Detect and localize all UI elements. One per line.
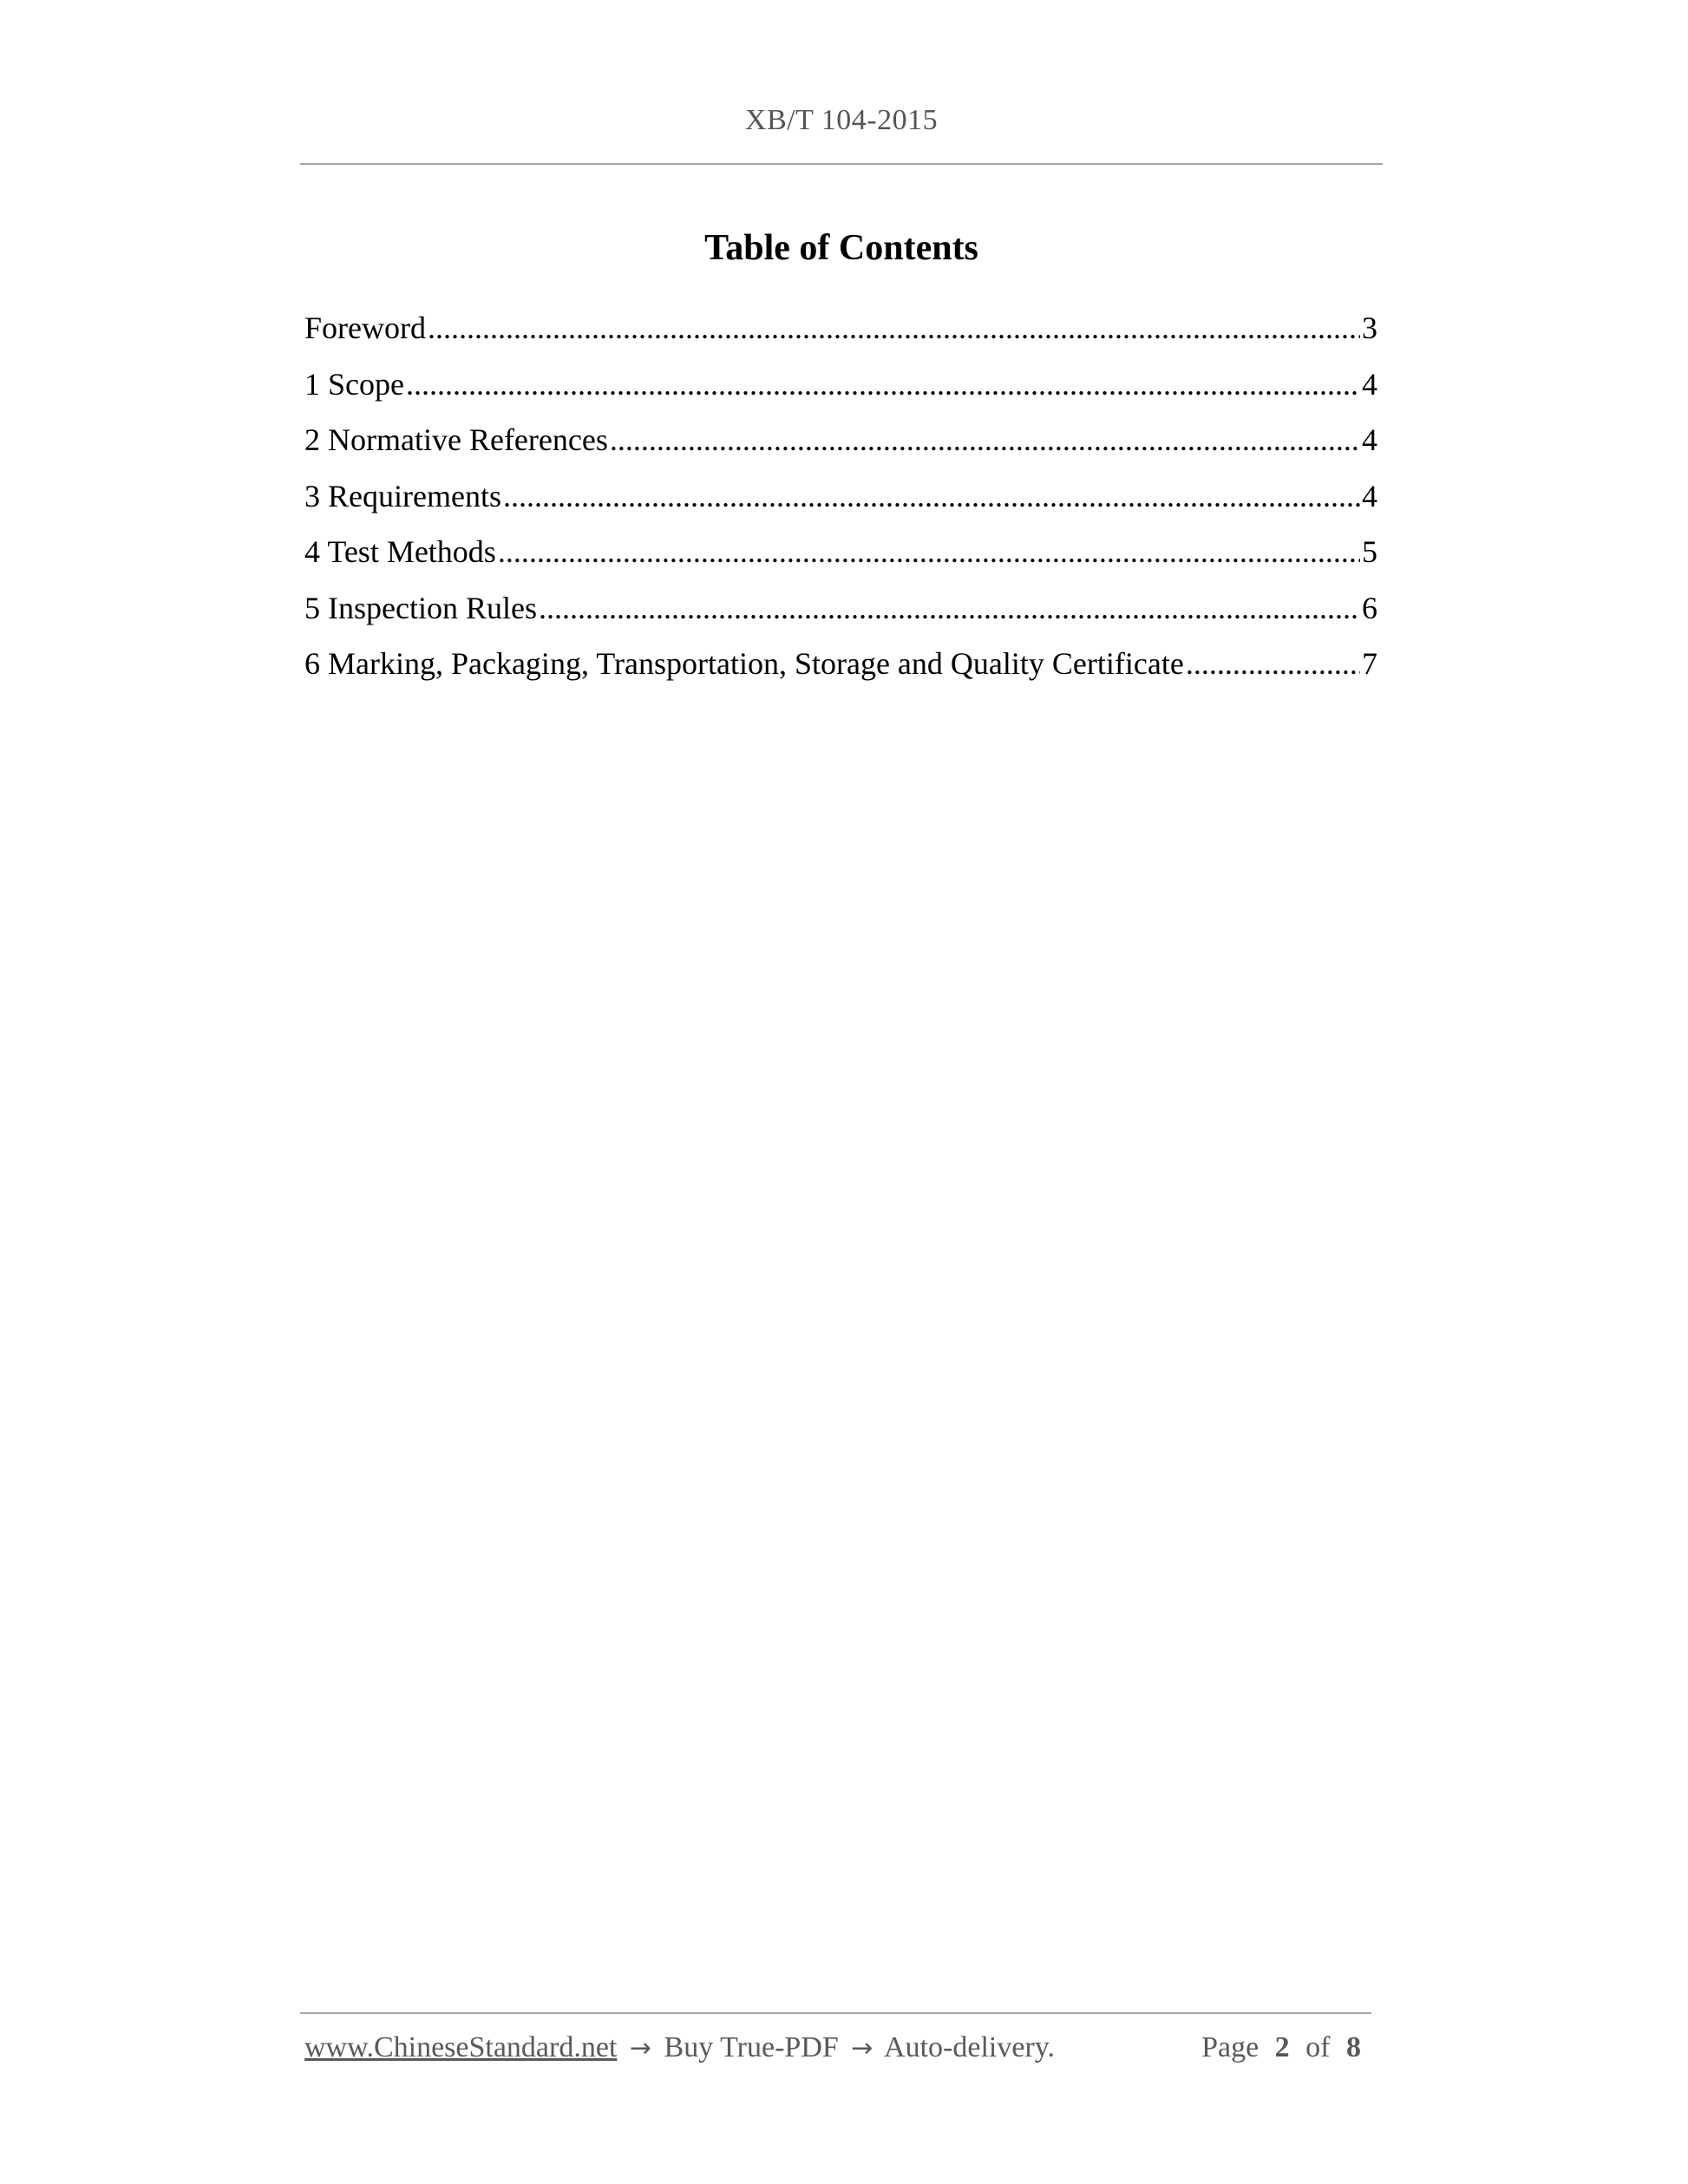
toc-entry-label: 4 Test Methods (304, 534, 496, 569)
toc-entry-page: 4 (1362, 478, 1377, 513)
toc-entry-label: Foreword (304, 311, 426, 345)
toc-entry-page: 7 (1362, 646, 1377, 681)
right-arrow-icon: → (629, 2033, 652, 2063)
page-footer (304, 2031, 1370, 2075)
toc-entry-page: 4 (1362, 366, 1377, 402)
page-number (1201, 2031, 1370, 2064)
running-header: XB/T 104-2015 (744, 104, 939, 136)
footer-step-buy: Buy True-PDF (664, 2031, 839, 2063)
footer-promo (304, 2031, 1055, 2064)
website-link[interactable]: www.ChineseStandard.net (304, 2031, 618, 2063)
current-page-number: 2 (1274, 2031, 1290, 2063)
total-pages-number: 8 (1346, 2031, 1361, 2063)
toc-entry-marking-packaging[interactable] (304, 641, 1377, 697)
toc-dot-leader (406, 362, 1360, 407)
footer-divider (300, 2012, 1371, 2014)
toc-dot-leader (498, 529, 1360, 574)
toc-entry-label: 3 Requirements (304, 478, 501, 513)
toc-entry-requirements[interactable] (304, 474, 1377, 530)
table-of-contents (304, 305, 1377, 697)
toc-entry-page: 5 (1362, 534, 1377, 569)
footer-step-delivery: Auto-delivery. (884, 2031, 1056, 2063)
toc-entry-foreword[interactable] (304, 305, 1377, 362)
toc-dot-leader (539, 585, 1360, 631)
toc-entry-page: 3 (1362, 311, 1377, 345)
toc-title: Table of Contents (704, 228, 978, 268)
toc-entry-label: 5 Inspection Rules (304, 590, 537, 625)
toc-entry-test-methods[interactable] (304, 529, 1377, 585)
toc-dot-leader (428, 305, 1360, 350)
toc-entry-page: 6 (1362, 590, 1377, 625)
of-word: of (1305, 2031, 1331, 2063)
toc-dot-leader (503, 474, 1360, 519)
toc-entry-scope[interactable] (304, 362, 1377, 418)
toc-entry-page: 4 (1362, 422, 1377, 457)
toc-entry-normative-references[interactable] (304, 417, 1377, 474)
toc-dot-leader (610, 417, 1360, 462)
toc-entry-label: 2 Normative References (304, 422, 608, 457)
toc-entry-inspection-rules[interactable] (304, 585, 1377, 642)
toc-entry-label: 1 Scope (304, 366, 404, 402)
header-divider (300, 163, 1383, 165)
page-word: Page (1201, 2031, 1259, 2063)
toc-dot-leader (1186, 641, 1360, 686)
right-arrow-icon: → (851, 2033, 873, 2063)
toc-entry-label: 6 Marking, Packaging, Transportation, Storage and Quality Certificate (304, 646, 1184, 681)
